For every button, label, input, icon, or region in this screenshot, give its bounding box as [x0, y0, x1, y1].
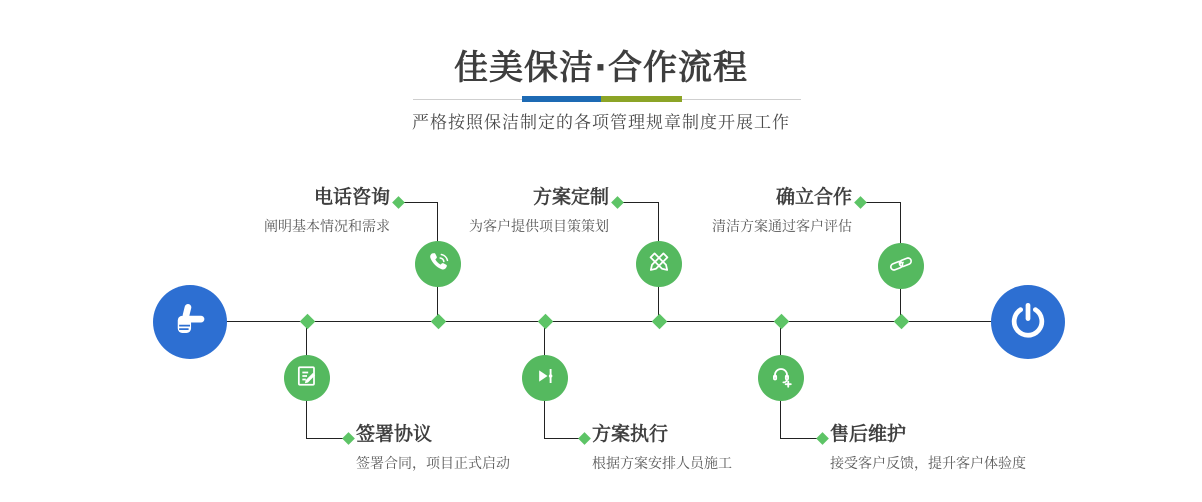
- step-label-aftersales: [830, 423, 1026, 473]
- step-label-phone: [264, 186, 390, 236]
- timeline-diamond-marker: [430, 314, 446, 330]
- step-desc: 阐明基本情况和需求: [264, 218, 390, 235]
- page-subtitle: 严格按照保洁制定的各项管理规章制度开展工作: [412, 113, 790, 133]
- timeline-diamond-marker: [651, 314, 667, 330]
- power-icon: [1007, 299, 1049, 345]
- handshake-icon: [887, 250, 915, 282]
- end-node: [991, 285, 1065, 359]
- timeline-diamond-marker: [893, 314, 909, 330]
- timeline-diamond-marker: [537, 314, 553, 330]
- header-divider-blue-segment: [522, 96, 601, 102]
- step-node-sign: [284, 355, 330, 401]
- label-diamond-marker: [611, 196, 624, 209]
- play-slider-icon: [531, 362, 559, 394]
- step-title: 签署协议: [356, 423, 433, 445]
- label-diamond-marker: [854, 196, 867, 209]
- step-node-plan: [636, 241, 682, 287]
- step-node-execute: [522, 355, 568, 401]
- step-label-cooperation: [712, 186, 852, 236]
- headset-plus-icon: [767, 362, 795, 394]
- step-desc: 签署合同，项目正式启动: [356, 455, 510, 472]
- step-title: 电话咨询: [313, 186, 390, 208]
- step-node-phone: [415, 241, 461, 287]
- step-title: 方案执行: [592, 423, 669, 445]
- step-node-cooperation: [878, 243, 924, 289]
- step-label-plan: [469, 186, 609, 236]
- page-title: 佳美保洁·合作流程: [454, 48, 748, 88]
- step-label-sign: [356, 423, 510, 473]
- label-diamond-marker: [816, 432, 829, 445]
- step-desc: 为客户提供项目策策划: [469, 218, 609, 235]
- timeline-diamond-marker: [299, 314, 315, 330]
- timeline-diamond-marker: [773, 314, 789, 330]
- step-title: 方案定制: [532, 186, 609, 208]
- step-desc: 根据方案安排人员施工: [592, 455, 732, 472]
- step-desc: 接受客户反馈，提升客户体验度: [830, 455, 1026, 472]
- step-label-execute: [592, 423, 732, 473]
- phone-icon: [424, 248, 452, 280]
- document-edit-icon: [293, 362, 321, 394]
- step-desc: 清洁方案通过客户评估: [712, 218, 852, 235]
- label-diamond-marker: [392, 196, 405, 209]
- label-diamond-marker: [342, 432, 355, 445]
- step-node-aftersales: [758, 355, 804, 401]
- crossed-pencils-icon: [645, 248, 673, 280]
- step-title: 售后维护: [830, 423, 907, 445]
- step-title: 确立合作: [775, 186, 852, 208]
- pointing-hand-icon: [169, 299, 211, 345]
- label-diamond-marker: [578, 432, 591, 445]
- start-node: [153, 285, 227, 359]
- header-divider-green-segment: [601, 96, 682, 102]
